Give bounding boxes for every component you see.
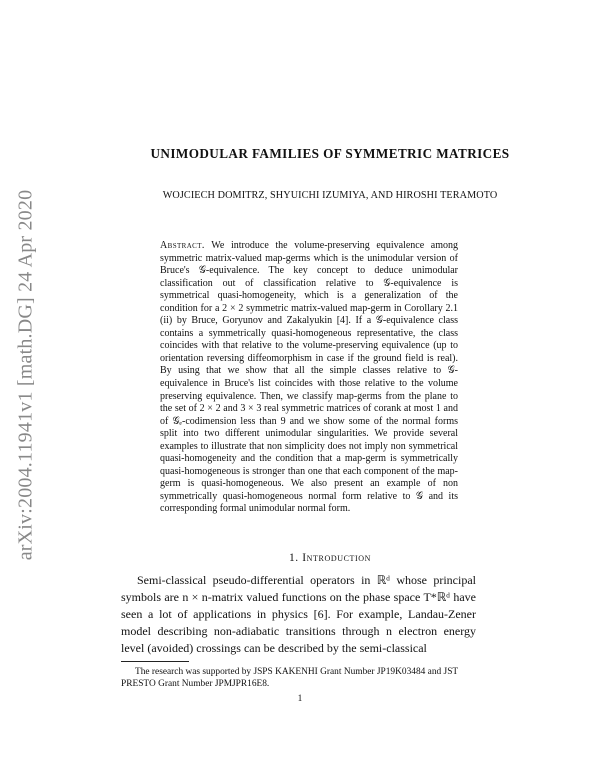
page-number: 1	[297, 694, 303, 704]
section-title: Introduction	[302, 552, 372, 564]
paper-title: UNIMODULAR FAMILIES OF SYMMETRIC MATRICES	[150, 146, 510, 161]
intro-paragraph: Semi-classical pseudo-differential operators in ℝᵈ whose principal symbols are n × n-matrix valued functions on the phase space T*ℝᵈ have seen a lot of applications in physics [6]. For example, Landau-Zener model describing non-adiabatic transitions through n electron energy level (avoided) crossings can be described by the semi-classical	[121, 573, 476, 655]
abstract-text: We introduce the volume-preserving equivalence among symmetric matrix-valued map-germs which is the unimodular version of Bruce's 𝒢-equivalence. The key concept to deduce unimodular classification out of classification relative to 𝒢-equivalence is symmetrical quasi-homogeneity, which is a generalization of the condition for a 2 × 2 symmetric matrix-valued map-germ in Corollary 2.1 (ii) by Bruce, Goryunov and Zakalyukin [4]. If a 𝒢-equivalence class contains a symmetrically quasi-homogeneous representative, the class coincides with that relative to the volume-preserving equivalence (up to orientation reversing diffeomorphism in case if the ground field is real). By using that we show that all the simple classes relative to 𝒢-equivalence in Bruce's list coincides with those relative to the volume preserving equivalence. Then, we classify map-germs from the plane to the set of 2 × 2 and 3 × 3 real symmetric matrices of corank at most 1 and of 𝒢ₑ-codimension less than 9 and we show some of the normal forms split into two different unimodular singularities. We provide several examples to illustrate that non simplicity does not imply non symmetrical quasi-homogeneity and the condition that a map-germ is symmetrically quasi-homogeneous is stronger than one that each component of the map-germ is quasi-homogeneous. We also present an example of non symmetrically quasi-homogeneous normal form relative to 𝒢 and its corresponding formal unimodular normal form.	[160, 240, 458, 515]
section-heading	[120, 552, 540, 564]
abstract	[160, 240, 458, 516]
footnote: The research was supported by JSPS KAKENHI Grant Number JP19K03484 and JST PRESTO Grant Number JPMJPR16E8.	[121, 667, 458, 689]
arxiv-identifier	[6, 176, 46, 574]
footnote-rule	[121, 661, 189, 662]
arxiv-identifier-text: arXiv:2004.11941v1 [math.DG] 24 Apr 2020	[14, 189, 37, 561]
author-list: WOJCIECH DOMITRZ, SHYUICHI IZUMIYA, AND HIROSHI TERAMOTO	[162, 190, 498, 201]
section-number: 1.	[288, 552, 299, 564]
abstract-label: Abstract.	[160, 240, 205, 251]
